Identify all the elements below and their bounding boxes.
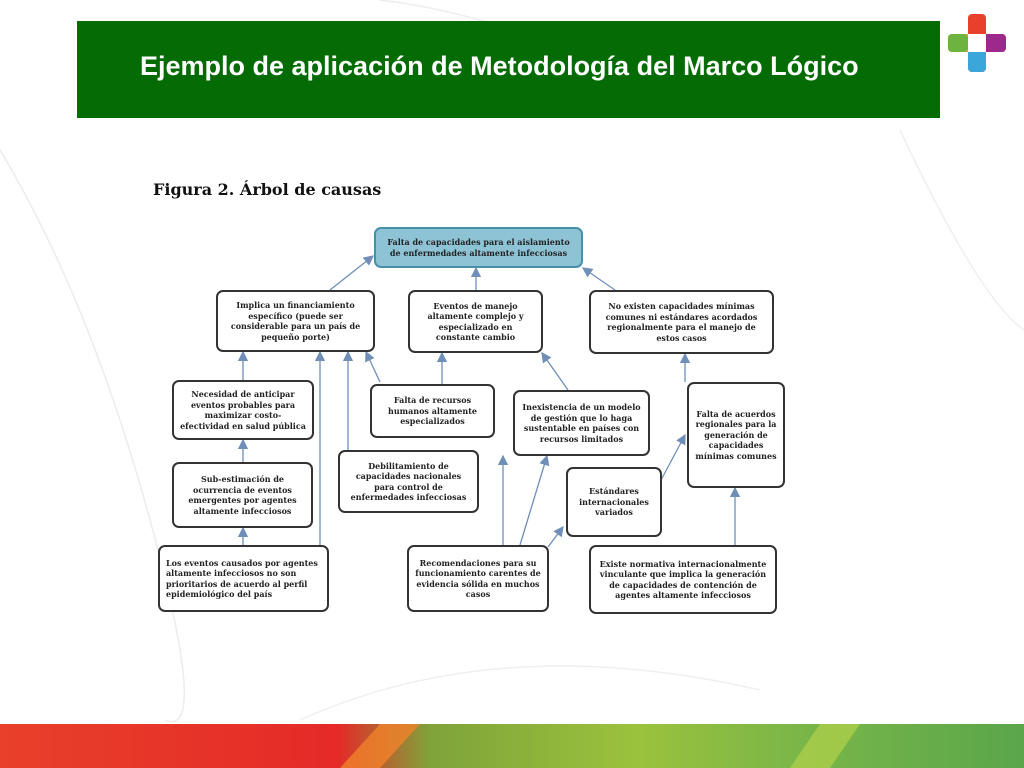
- arrow: [520, 456, 547, 545]
- cause-weakening-box: Debilitamiento de capacidades nacionales para control de enfermedades infecciosas: [338, 450, 479, 513]
- cause-regulation-box: Existe normativa internacionalmente vinculante que implica la generación de capacidades de contención de agentes altamente infecciosos: [589, 545, 777, 614]
- cause-anticipate-box: Necesidad de anticipar eventos probables para maximizar costo-efectividad en salud pública: [172, 380, 314, 440]
- figure-caption: Figura 2. Árbol de causas: [153, 180, 382, 199]
- root-problem-box: Falta de capacidades para el aislamiento de enfermedades altamente infecciosas: [374, 227, 583, 268]
- cause-financing-box: Implica un financiamiento específico (puede ser considerable para un país de pequeño porte): [216, 290, 375, 352]
- arrow: [660, 435, 685, 482]
- cause-not-priority-box: Los eventos causados por agentes altamente infecciosos no son prioritarios de acuerdo al perfil epidemiológico del país: [158, 545, 329, 612]
- arrow: [542, 353, 568, 390]
- cause-standards-box: Estándares internacionales variados: [566, 467, 662, 537]
- cause-recommendations-box: Recomendaciones para su funcionamiento carentes de evidencia sólida en muchos casos: [407, 545, 549, 612]
- cause-no-agreements-box: Falta de acuerdos regionales para la generación de capacidades mínimas comunes: [687, 382, 785, 488]
- arrow: [366, 352, 380, 382]
- cause-human-resources-box: Falta de recursos humanos altamente especializados: [370, 384, 495, 438]
- arrow: [330, 256, 373, 290]
- cause-complex-events-box: Eventos de manejo altamente complejo y especializado en constante cambio: [408, 290, 543, 353]
- cause-underestimation-box: Sub-estimación de ocurrencia de eventos emergentes por agentes altamente infecciosos: [172, 462, 313, 528]
- slide-title: Ejemplo de aplicación de Metodología del Marco Lógico: [140, 51, 859, 81]
- arrow: [548, 527, 563, 547]
- cause-no-model-box: Inexistencia de un modelo de gestión que lo haga sustentable en países con recursos limitados: [513, 390, 650, 456]
- footer-color-bar: [0, 724, 1024, 768]
- cause-no-capacities-box: No existen capacidades mínimas comunes ni estándares acordados regionalmente para el manejo de estos casos: [589, 290, 774, 354]
- arrow: [583, 268, 615, 290]
